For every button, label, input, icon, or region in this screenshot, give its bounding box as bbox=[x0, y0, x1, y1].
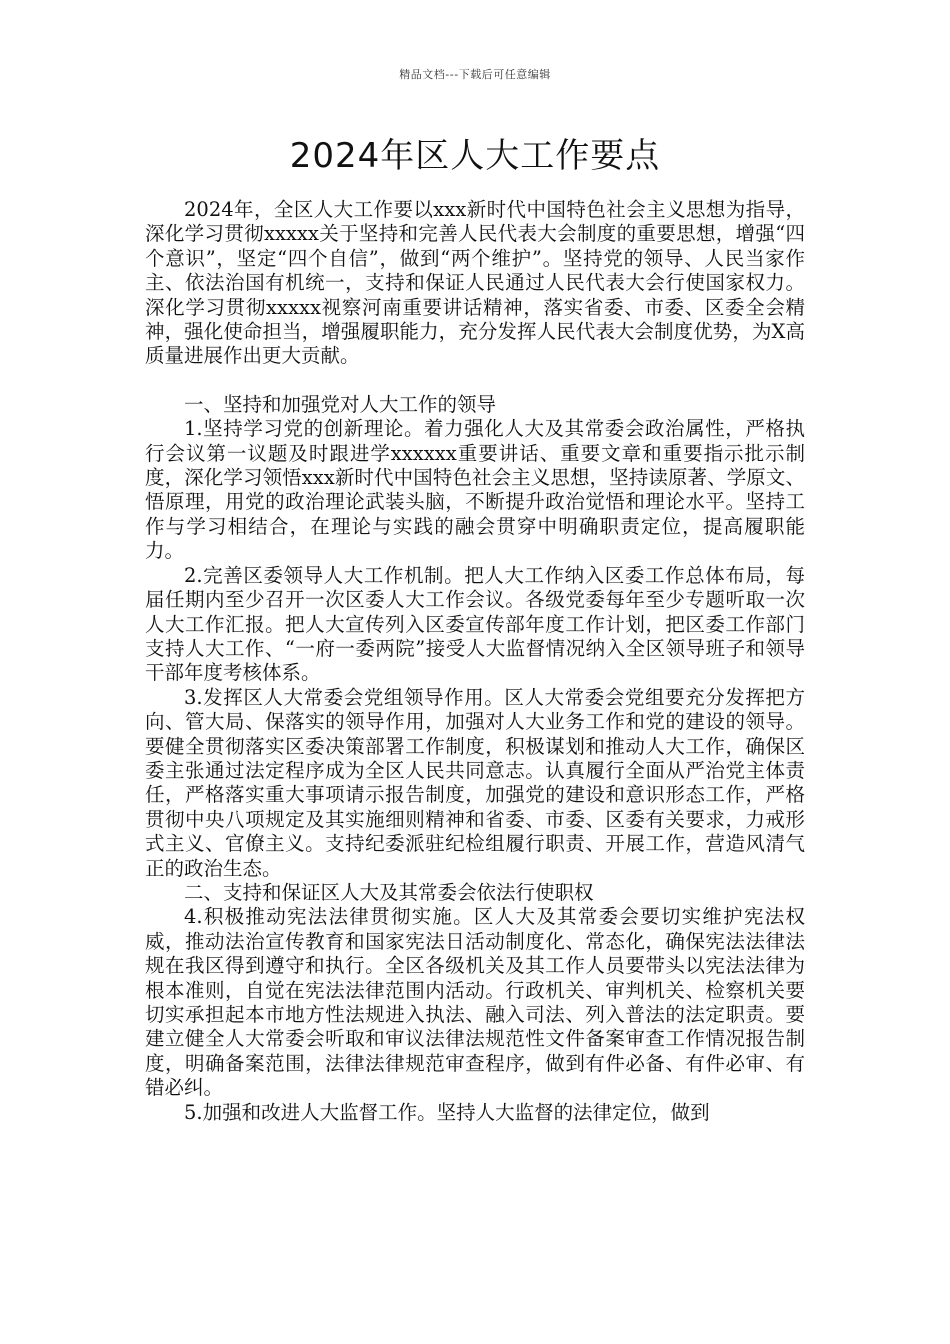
item-paragraph-3: 3.发挥区人大常委会党组领导作用。区人大常委会党组要充分发挥把方向、管大局、保落实的领导作用，加强对人大业务工作和党的建设的领导。要健全贯彻落实区委决策部署工作制度，积极谋划和推动人大工作，确保区委主张通过法定程序成为全区人民共同意志。认真履行全面从严治党主体责任，严格落实重大事项请示报告制度，加强党的建设和意识形态工作，严格贯彻中央八项规定及其实施细则精神和省委、市委、区委有关要求，力戒形式主义、官僚主义。支持纪委派驻纪检组履行职责、开展工作，营造风清气正的政治生态。 bbox=[145, 685, 805, 880]
header-note: 精品文档---下载后可任意编辑 bbox=[399, 68, 551, 81]
document-body bbox=[145, 198, 805, 1125]
item-paragraph-2: 2.完善区委领导人大工作机制。把人大工作纳入区委工作总体布局，每届任期内至少召开一次区委人大工作会议。各级党委每年至少专题听取一次人大工作汇报。把人大宣传列入区委宣传部年度工作计划，把区委工作部门支持人大工作、“一府一委两院”接受人大监督情况纳入全区领导班子和领导干部年度考核体系。 bbox=[145, 563, 805, 685]
item-paragraph-4: 4.积极推动宪法法律贯彻实施。区人大及其常委会要切实维护宪法权威，推动法治宣传教育和国家宪法日活动制度化、常态化，确保宪法法律法规在我区得到遵守和执行。全区各级机关及其工作人员要带头以宪法法律为根本准则，自觉在宪法法律范围内活动。行政机关、审判机关、检察机关要切实承担起本市地方性法规进入执法、融入司法、列入普法的法定职责。要建立健全人大常委会听取和审议法律法规范性文件备案审查工作情况报告制度，明确备案范围，法律法律规范审查程序，做到有件必备、有件必审、有错必纠。 bbox=[145, 905, 805, 1100]
item-paragraph-1: 1.坚持学习党的创新理论。着力强化人大及其常委会政治属性，严格执行会议第一议题及时跟进学xxxxxx重要讲话、重要文章和重要指示批示制度，深化学习领悟xxx新时代中国特色社会主义思想，坚持读原著、学原文、悟原理，用党的政治理论武装头脑，不断提升政治觉悟和理论水平。坚持工作与学习相结合，在理论与实践的融会贯穿中明确职责定位，提高履职能力。 bbox=[145, 417, 805, 563]
section-heading-1: 一、坚持和加强党对人大工作的领导 bbox=[184, 392, 497, 416]
document-title: 2024年区人大工作要点 bbox=[289, 136, 661, 176]
item-paragraph-5: 5.加强和改进人大监督工作。坚持人大监督的法律定位，做到 bbox=[184, 1100, 710, 1124]
section-heading-2: 二、支持和保证区人大及其常委会依法行使职权 bbox=[184, 880, 594, 904]
intro-paragraph: 2024年，全区人大工作要以xxx新时代中国特色社会主义思想为指导，深化学习贯彻xxxxx关于坚持和完善人民代表大会制度的重要思想，增强“四个意识”，坚定“四个自信”，做到“两个维护”。坚持党的领导、人民当家作主、依法治国有机统一，支持和保证人民通过人民代表大会行使国家权力。深化学习贯彻xxxxx视察河南重要讲话精神，落实省委、市委、区委全会精神，强化使命担当，增强履职能力，充分发挥人民代表大会制度优势，为X高质量进展作出更大贡献。 bbox=[145, 198, 805, 368]
